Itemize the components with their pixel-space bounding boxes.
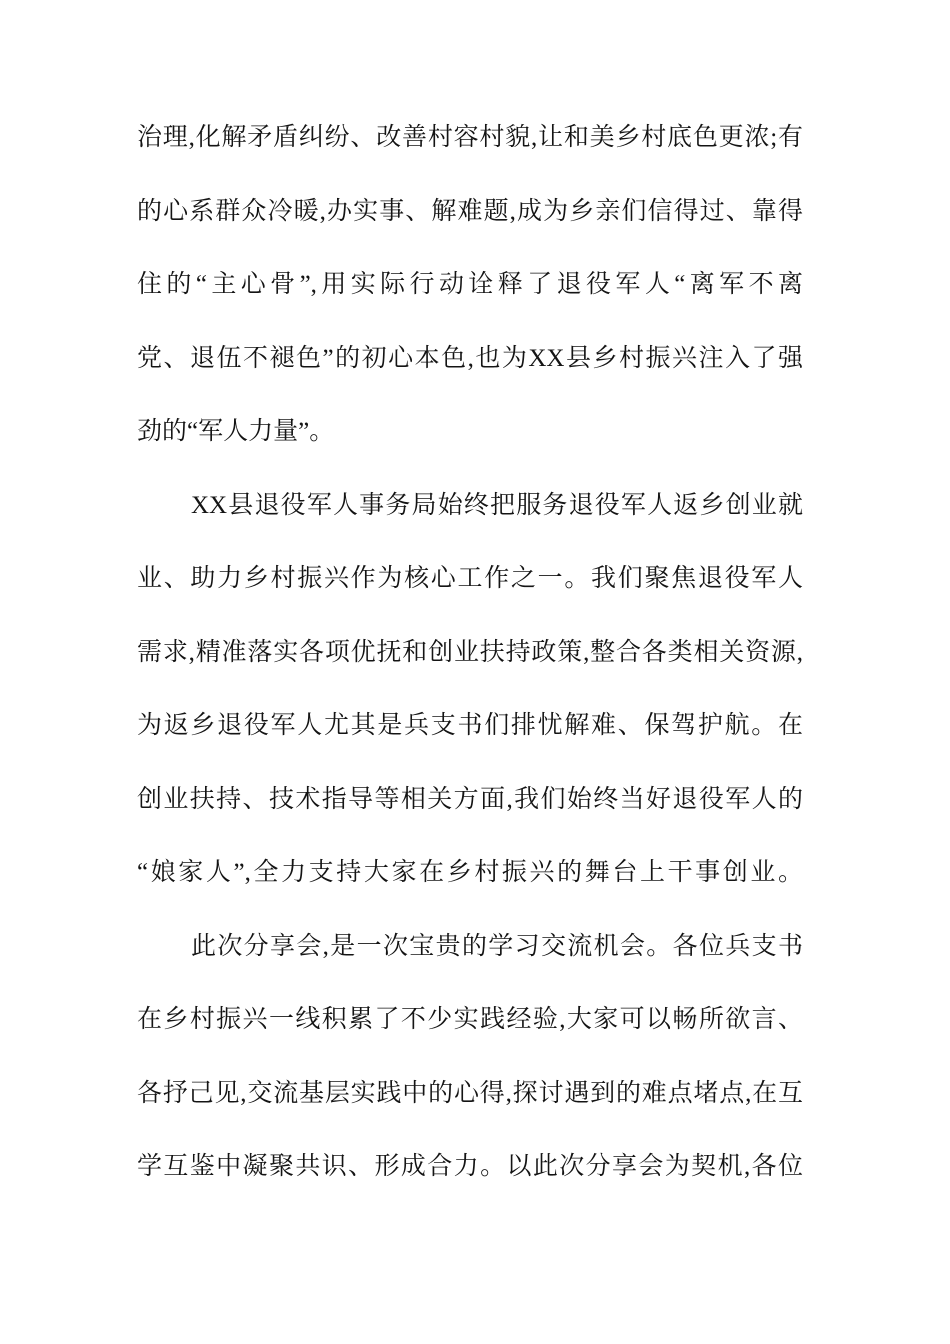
text-line: “娘家人”,全力支持大家在乡村振兴的舞台上干事创业。 <box>137 859 803 886</box>
text-line: 为返乡退役军人尤其是兵支书们排忧解难、保驾护航。在 <box>137 712 803 739</box>
text-line: 住的“主心骨”,用实际行动诠释了退役军人“离军不离 <box>137 271 803 298</box>
text-line: XX县退役军人事务局始终把服务退役军人返乡创业就 <box>191 491 803 519</box>
text-line: 创业扶持、技术指导等相关方面,我们始终当好退役军人的 <box>137 785 803 813</box>
text-line: 此次分享会,是一次宝贵的学习交流机会。各位兵支书 <box>191 932 803 960</box>
paragraph-3 <box>137 910 803 1204</box>
text-line: 治理,化解矛盾纠纷、改善村容村貌,让和美乡村底色更浓;有 <box>137 124 803 151</box>
text-line: 劲的“军人力量”。 <box>137 418 335 445</box>
text-line: 学互鉴中凝聚共识、形成合力。以此次分享会为契机,各位 <box>137 1153 803 1180</box>
paragraph-2 <box>137 469 803 910</box>
paragraph-1 <box>137 101 803 469</box>
text-line: 在乡村振兴一线积累了不少实践经验,大家可以畅所欲言、 <box>137 1006 803 1033</box>
text-line: 党、退伍不褪色”的初心本色,也为XX县乡村振兴注入了强 <box>137 344 803 372</box>
document-body-text <box>137 101 803 1204</box>
text-line: 业、助力乡村振兴作为核心工作之一。我们聚焦退役军人 <box>137 565 803 592</box>
text-line: 各抒己见,交流基层实践中的心得,探讨遇到的难点堵点,在互 <box>137 1079 803 1107</box>
text-line: 的心系群众冷暖,办实事、解难题,成为乡亲们信得过、靠得 <box>137 197 803 225</box>
text-line: 需求,精准落实各项优抚和创业扶持政策,整合各类相关资源, <box>137 638 803 666</box>
